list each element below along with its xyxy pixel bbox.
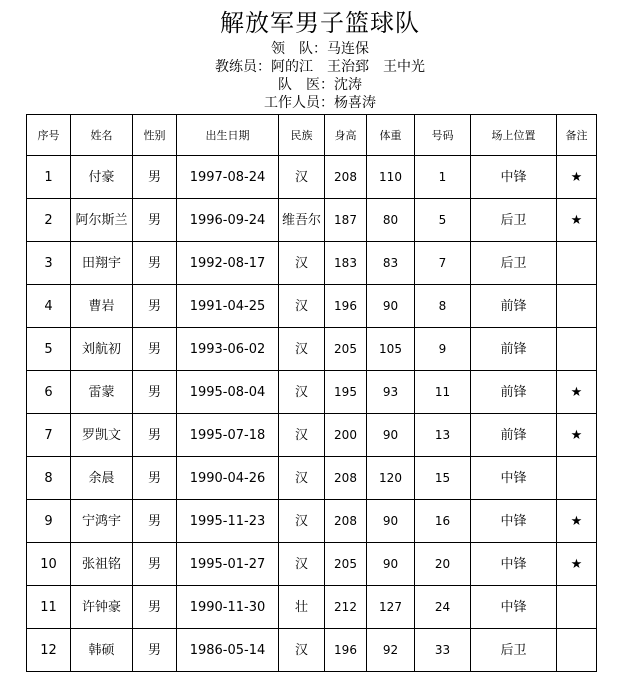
cell-jersey-number: 11 bbox=[415, 371, 471, 414]
cell-jersey-number: 8 bbox=[415, 285, 471, 328]
cell-height: 196 bbox=[325, 285, 367, 328]
cell-jersey-number: 1 bbox=[415, 156, 471, 199]
staff-value: 阿的江 王治郅 王中光 bbox=[271, 59, 425, 75]
cell-position: 前锋 bbox=[471, 285, 557, 328]
table-row bbox=[27, 457, 597, 500]
cell-weight: 83 bbox=[367, 242, 415, 285]
column-header: 备注 bbox=[557, 115, 597, 156]
cell-position: 后卫 bbox=[471, 242, 557, 285]
cell-ethnicity: 汉 bbox=[279, 242, 325, 285]
cell-height: 208 bbox=[325, 500, 367, 543]
cell-height: 205 bbox=[325, 328, 367, 371]
roster-table bbox=[26, 114, 597, 672]
cell-index: 10 bbox=[27, 543, 71, 586]
cell-position: 后卫 bbox=[471, 629, 557, 672]
cell-gender: 男 bbox=[133, 629, 177, 672]
cell-weight: 93 bbox=[367, 371, 415, 414]
cell-gender: 男 bbox=[133, 543, 177, 586]
column-header: 号码 bbox=[415, 115, 471, 156]
cell-gender: 男 bbox=[133, 500, 177, 543]
cell-jersey-number: 5 bbox=[415, 199, 471, 242]
table-row bbox=[27, 242, 597, 285]
column-header: 场上位置 bbox=[471, 115, 557, 156]
cell-weight: 90 bbox=[367, 414, 415, 457]
cell-height: 183 bbox=[325, 242, 367, 285]
cell-height: 205 bbox=[325, 543, 367, 586]
cell-jersey-number: 13 bbox=[415, 414, 471, 457]
cell-height: 208 bbox=[325, 156, 367, 199]
cell-position: 中锋 bbox=[471, 457, 557, 500]
cell-index: 6 bbox=[27, 371, 71, 414]
cell-note bbox=[557, 242, 597, 285]
cell-gender: 男 bbox=[133, 328, 177, 371]
cell-note: ★ bbox=[557, 500, 597, 543]
staff-line-doctor bbox=[0, 76, 640, 94]
cell-name: 付豪 bbox=[71, 156, 133, 199]
cell-ethnicity: 汉 bbox=[279, 285, 325, 328]
staff-label: 领 队： bbox=[271, 41, 327, 57]
cell-jersey-number: 9 bbox=[415, 328, 471, 371]
cell-gender: 男 bbox=[133, 414, 177, 457]
cell-jersey-number: 33 bbox=[415, 629, 471, 672]
cell-position: 中锋 bbox=[471, 500, 557, 543]
staff-line-leader bbox=[0, 40, 640, 58]
staff-value: 杨喜涛 bbox=[334, 95, 376, 111]
table-row bbox=[27, 156, 597, 199]
table-row bbox=[27, 199, 597, 242]
cell-name: 余晨 bbox=[71, 457, 133, 500]
table-row bbox=[27, 371, 597, 414]
page-title: 解放军男子篮球队 bbox=[220, 9, 420, 37]
cell-birth-date: 1995-07-18 bbox=[177, 414, 279, 457]
column-header: 序号 bbox=[27, 115, 71, 156]
cell-name: 刘航初 bbox=[71, 328, 133, 371]
column-header: 姓名 bbox=[71, 115, 133, 156]
table-row bbox=[27, 500, 597, 543]
cell-ethnicity: 壮 bbox=[279, 586, 325, 629]
cell-gender: 男 bbox=[133, 285, 177, 328]
table-row bbox=[27, 285, 597, 328]
cell-weight: 90 bbox=[367, 285, 415, 328]
cell-note bbox=[557, 586, 597, 629]
cell-birth-date: 1993-06-02 bbox=[177, 328, 279, 371]
cell-position: 中锋 bbox=[471, 586, 557, 629]
cell-ethnicity: 汉 bbox=[279, 629, 325, 672]
cell-gender: 男 bbox=[133, 199, 177, 242]
cell-note: ★ bbox=[557, 543, 597, 586]
cell-note bbox=[557, 285, 597, 328]
cell-name: 宁鸿宇 bbox=[71, 500, 133, 543]
cell-ethnicity: 汉 bbox=[279, 328, 325, 371]
cell-index: 11 bbox=[27, 586, 71, 629]
table-header bbox=[27, 115, 597, 156]
cell-note: ★ bbox=[557, 156, 597, 199]
cell-index: 4 bbox=[27, 285, 71, 328]
cell-birth-date: 1991-04-25 bbox=[177, 285, 279, 328]
cell-birth-date: 1992-08-17 bbox=[177, 242, 279, 285]
column-header: 体重 bbox=[367, 115, 415, 156]
cell-name: 田翔宇 bbox=[71, 242, 133, 285]
cell-position: 前锋 bbox=[471, 328, 557, 371]
cell-birth-date: 1996-09-24 bbox=[177, 199, 279, 242]
cell-name: 张祖铭 bbox=[71, 543, 133, 586]
staff-line-coaches bbox=[0, 58, 640, 76]
cell-birth-date: 1995-08-04 bbox=[177, 371, 279, 414]
table-body bbox=[27, 156, 597, 672]
cell-ethnicity: 汉 bbox=[279, 156, 325, 199]
cell-weight: 90 bbox=[367, 543, 415, 586]
cell-position: 中锋 bbox=[471, 156, 557, 199]
cell-jersey-number: 20 bbox=[415, 543, 471, 586]
cell-note bbox=[557, 457, 597, 500]
cell-birth-date: 1997-08-24 bbox=[177, 156, 279, 199]
cell-height: 200 bbox=[325, 414, 367, 457]
cell-weight: 127 bbox=[367, 586, 415, 629]
cell-birth-date: 1990-11-30 bbox=[177, 586, 279, 629]
cell-weight: 90 bbox=[367, 500, 415, 543]
cell-index: 8 bbox=[27, 457, 71, 500]
cell-height: 212 bbox=[325, 586, 367, 629]
table-row bbox=[27, 328, 597, 371]
cell-index: 2 bbox=[27, 199, 71, 242]
cell-height: 208 bbox=[325, 457, 367, 500]
cell-position: 前锋 bbox=[471, 414, 557, 457]
column-header: 出生日期 bbox=[177, 115, 279, 156]
cell-index: 3 bbox=[27, 242, 71, 285]
cell-position: 前锋 bbox=[471, 371, 557, 414]
cell-note bbox=[557, 629, 597, 672]
table-row bbox=[27, 543, 597, 586]
staff-line-staff bbox=[0, 94, 640, 112]
cell-weight: 110 bbox=[367, 156, 415, 199]
cell-height: 196 bbox=[325, 629, 367, 672]
cell-birth-date: 1986-05-14 bbox=[177, 629, 279, 672]
cell-jersey-number: 7 bbox=[415, 242, 471, 285]
cell-ethnicity: 维吾尔 bbox=[279, 199, 325, 242]
cell-birth-date: 1995-01-27 bbox=[177, 543, 279, 586]
header-row bbox=[27, 115, 597, 156]
column-header: 身高 bbox=[325, 115, 367, 156]
cell-name: 许钟豪 bbox=[71, 586, 133, 629]
cell-gender: 男 bbox=[133, 371, 177, 414]
table-row bbox=[27, 629, 597, 672]
cell-note: ★ bbox=[557, 199, 597, 242]
cell-jersey-number: 24 bbox=[415, 586, 471, 629]
cell-birth-date: 1990-04-26 bbox=[177, 457, 279, 500]
cell-gender: 男 bbox=[133, 242, 177, 285]
cell-ethnicity: 汉 bbox=[279, 371, 325, 414]
staff-label: 教练员： bbox=[215, 59, 271, 75]
cell-position: 中锋 bbox=[471, 543, 557, 586]
table-row bbox=[27, 586, 597, 629]
cell-name: 曹岩 bbox=[71, 285, 133, 328]
staff-label: 工作人员： bbox=[264, 95, 334, 111]
cell-index: 9 bbox=[27, 500, 71, 543]
cell-index: 1 bbox=[27, 156, 71, 199]
staff-value: 马连保 bbox=[327, 41, 369, 57]
cell-weight: 105 bbox=[367, 328, 415, 371]
cell-note: ★ bbox=[557, 371, 597, 414]
cell-ethnicity: 汉 bbox=[279, 543, 325, 586]
cell-ethnicity: 汉 bbox=[279, 414, 325, 457]
staff-value: 沈涛 bbox=[334, 77, 362, 93]
column-header: 民族 bbox=[279, 115, 325, 156]
document-header bbox=[0, 0, 640, 112]
cell-index: 12 bbox=[27, 629, 71, 672]
cell-name: 韩硕 bbox=[71, 629, 133, 672]
cell-gender: 男 bbox=[133, 586, 177, 629]
cell-ethnicity: 汉 bbox=[279, 457, 325, 500]
staff-label: 队 医： bbox=[278, 77, 334, 93]
cell-gender: 男 bbox=[133, 457, 177, 500]
cell-ethnicity: 汉 bbox=[279, 500, 325, 543]
table-row bbox=[27, 414, 597, 457]
cell-birth-date: 1995-11-23 bbox=[177, 500, 279, 543]
cell-jersey-number: 15 bbox=[415, 457, 471, 500]
cell-height: 187 bbox=[325, 199, 367, 242]
cell-name: 阿尔斯兰 bbox=[71, 199, 133, 242]
cell-index: 7 bbox=[27, 414, 71, 457]
cell-jersey-number: 16 bbox=[415, 500, 471, 543]
cell-weight: 92 bbox=[367, 629, 415, 672]
cell-note bbox=[557, 328, 597, 371]
cell-position: 后卫 bbox=[471, 199, 557, 242]
cell-note: ★ bbox=[557, 414, 597, 457]
column-header: 性别 bbox=[133, 115, 177, 156]
cell-weight: 80 bbox=[367, 199, 415, 242]
cell-name: 罗凯文 bbox=[71, 414, 133, 457]
cell-index: 5 bbox=[27, 328, 71, 371]
cell-name: 雷蒙 bbox=[71, 371, 133, 414]
cell-height: 195 bbox=[325, 371, 367, 414]
cell-weight: 120 bbox=[367, 457, 415, 500]
cell-gender: 男 bbox=[133, 156, 177, 199]
